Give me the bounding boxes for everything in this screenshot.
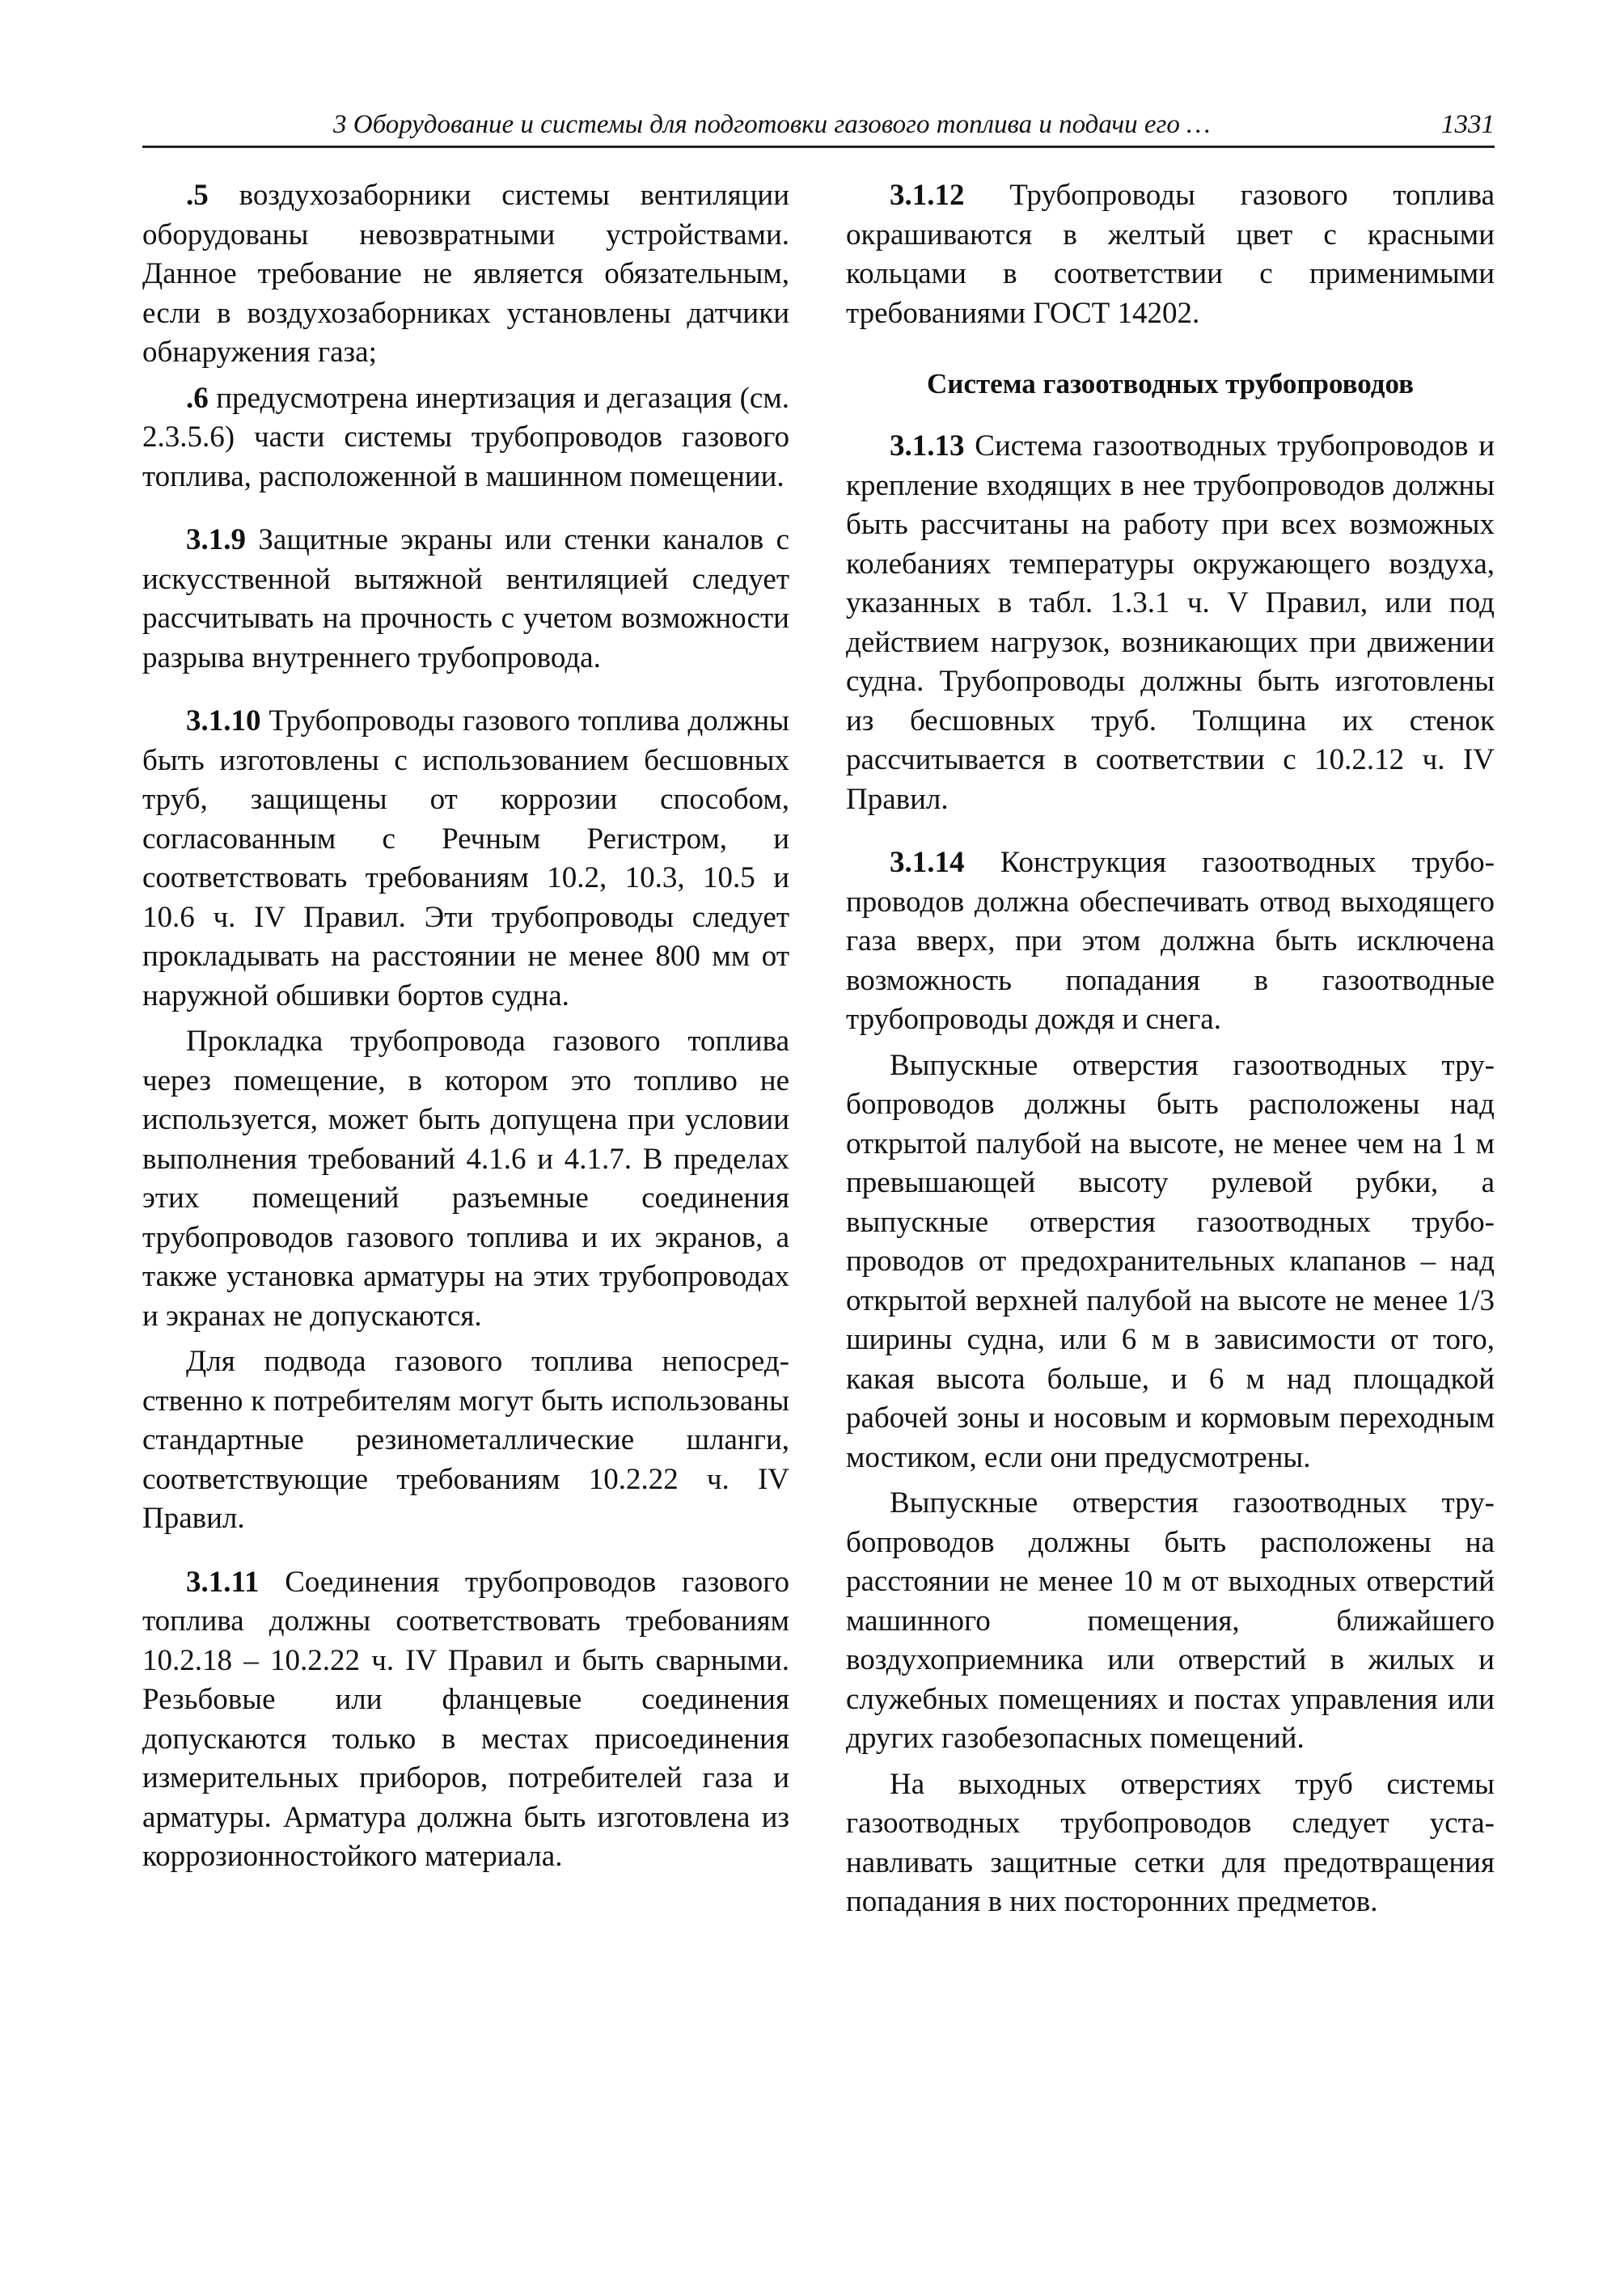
item-text: воздухозаборники системы вентиляции оборудованы невозвратными устройствами. Данное требование не является обязательным, если в воздухозаборниках установлены датчики обнаружения газа; [142, 179, 789, 369]
clause-label: 3.1.13 [890, 429, 965, 463]
item-text: предусмотрена инертизация и дегазация (см. 2.3.5.6) части системы трубопроводов газового топлива, расположенной в машинном помещении. [142, 381, 789, 493]
clause-3-1-14-paragraph-4: На выходных отверстиях труб системы газоотводных трубопроводов следует устанавливать защитные сетки для предотвращения попадания в них посторонних предметов. [846, 1767, 1495, 1918]
clause-label: 3.1.12 [890, 179, 965, 212]
right-column [846, 176, 1495, 1922]
clause-text: Соединения трубопроводов газового топлива должны соответствовать требованиям 10.2.18 – 10.2.22 ч. IV Правил и быть сварными. Резьбовые или фланцевые соединения допускаются только в местах присоединения измерительных приборов, потребителей газа и арматуры. Арматура должна быть изготовлена из коррозионностойкого материала. [142, 1565, 789, 1873]
clause-3-1-10-paragraph-3: Для подвода газового топлива непосредственно к потребителям могут быть использованы стандартные резинометаллические шланги, соответствующие требованиям 10.2.22 ч. IV Правил. [142, 1345, 789, 1535]
item-label: .6 [186, 381, 209, 415]
list-item-6 [142, 379, 789, 497]
section-heading: Система газоотводных трубопроводов [927, 368, 1414, 399]
running-header [142, 104, 1495, 148]
clause-3-1-14-paragraph-3: Выпускные отверстия газоотводных трубопроводов должны быть расположены на расстоянии не менее 10 м от выходных отверстий машинного помещения, ближайшего воздухоприемника или отверстий в жилых и служебных помещениях и постах управления или других газобезопасных помещений. [846, 1486, 1495, 1755]
clause-3-1-12 [846, 176, 1495, 333]
clause-text: Трубопроводы газового топлива окрашиваются в желтый цвет с красными кольцами в соответствии с применимыми требованиями ГОСТ 14202. [846, 179, 1495, 330]
clause-3-1-13 [846, 427, 1495, 819]
running-title: 3 Оборудование и системы для подготовки газового топлива и подачи его … [333, 110, 1211, 139]
clause-text: Система газоотводных трубопроводов и крепление входящих в нее трубопроводов должны быть рассчитаны на работу при всех возможных колебаниях температуры окружающего воздуха, указанных в табл. 1.3.1 ч. V Правил, или под действием нагрузок, возникающих при движении судна. Трубопроводы должны быть изготовлены из бесшовных труб. Толщина их стенок рассчитывается в соответствии с 10.2.12 ч. IV Правил. [846, 429, 1495, 816]
clause-3-1-11 [142, 1563, 789, 1877]
left-column [142, 176, 789, 1877]
clause-label: 3.1.9 [186, 523, 246, 556]
clause-label: 3.1.10 [186, 704, 261, 738]
clause-label: 3.1.11 [186, 1565, 260, 1599]
page-number: 1331 [1441, 110, 1495, 139]
list-item-5 [142, 176, 789, 373]
clause-3-1-14-paragraph-2: Выпускные отверстия газоотводных трубопроводов должны быть расположены над открытой палубой на высоте, не менее чем на 1 м превышающей высоту рулевой рубки, а выпускные отверстия газоотводных трубопроводов от предохранительных клапанов – над открытой верхней палубой на высоте не менее 1/3 ширины судна, или 6 м в зависимости от того, какая высота больше, и 6 м над площадкой рабочей зоны и носовым и кормовым переходным мостиком, если они предусмотрены. [846, 1048, 1495, 1474]
clause-3-1-14 [846, 843, 1495, 1040]
clause-3-1-10-paragraph-2: Прокладка трубопровода газового топлива через помещение, в котором это топливо не используется, может быть допущена при условии выполнения требований 4.1.6 и 4.1.7. В пределах этих помещений разъемные соединения трубопроводов газового топлива и их экранов, а также установка арматуры на этих трубопроводах и экранах не допускаются. [142, 1025, 789, 1333]
item-label: .5 [186, 179, 209, 212]
clause-text: Трубопроводы газового топлива должны быть изготовлены с использованием бесшовных труб, защищены от коррозии способом, согласованным с Речным Регистром, и соответствовать требованиям 10.2, 10.3, 10.5 и 10.6 ч. IV Правил. Эти трубопроводы следует прокладывать на расстоянии не менее 800 мм от наружной обшивки бортов судна. [142, 704, 789, 1012]
clause-3-1-9 [142, 521, 789, 678]
clause-text: Конструкция газоотводных трубопроводов должна обеспечивать отвод выходящего газа вверх, при этом должна быть исключена возможность попадания в газоотводные трубопроводы дождя и снега. [846, 846, 1495, 1036]
clause-label: 3.1.14 [890, 846, 965, 879]
clause-3-1-10 [142, 702, 789, 1016]
clause-text: Защитные экраны или стенки каналов с искусственной вытяжной вентиляцией следует рассчитывать на прочность с учетом возможности разрыва внутреннего трубопровода. [142, 523, 789, 674]
